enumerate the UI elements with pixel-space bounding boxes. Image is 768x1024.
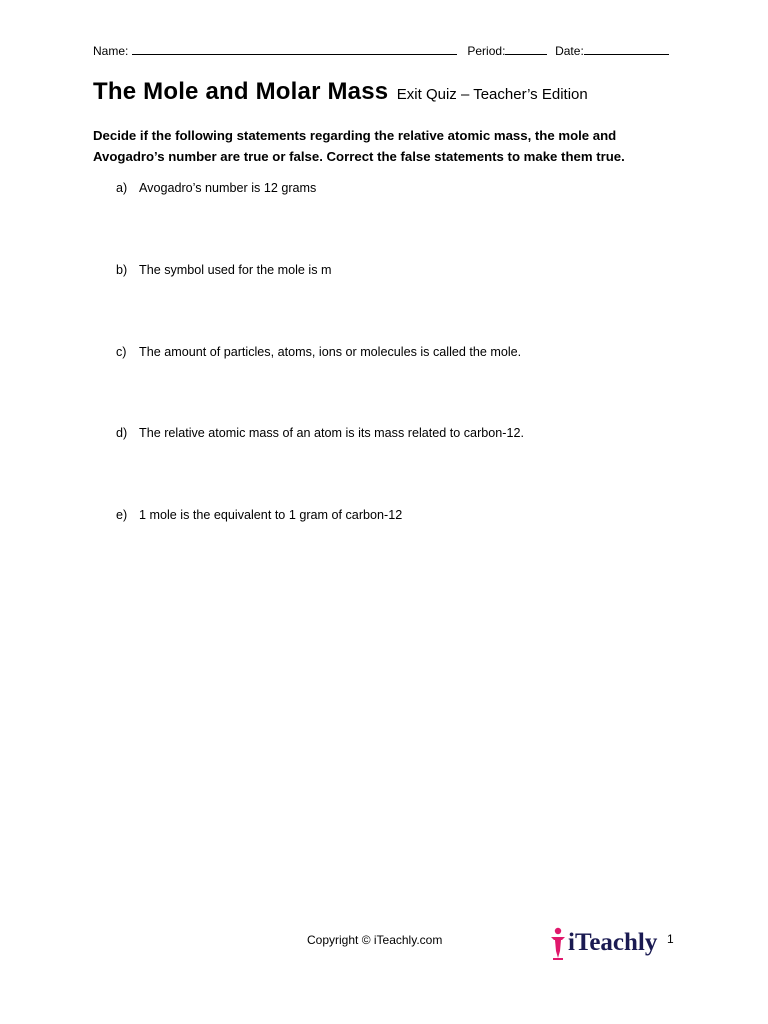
question-c — [116, 344, 676, 360]
page-subtitle: Exit Quiz – Teacher’s Edition — [396, 86, 588, 103]
question-d — [116, 425, 676, 441]
name-blank — [132, 43, 457, 55]
date-blank — [584, 43, 669, 55]
copyright-notice: Copyright © iTeachly.com — [307, 933, 443, 947]
instructions: Decide if the following statements regarding the relative atomic mass, the mole and Avogadro’s number are true or false. Correct the false statements to make them true. — [93, 128, 625, 164]
question-marker: d) — [116, 426, 128, 440]
question-text: 1 mole is the equivalent to 1 gram of carbon-12 — [139, 508, 403, 522]
question-text: The relative atomic mass of an atom is its mass related to carbon-12. — [139, 426, 524, 440]
question-text: Avogadro’s number is 12 grams — [139, 181, 317, 195]
title-row — [93, 78, 693, 106]
question-marker: c) — [116, 345, 127, 359]
pencil-figure-icon — [548, 927, 568, 963]
question-marker: b) — [116, 263, 128, 277]
iteachly-logo — [548, 925, 678, 965]
logo-text: iTeachly — [568, 929, 658, 956]
question-a — [116, 180, 676, 196]
name-label: Name: — [93, 44, 129, 58]
question-b — [116, 262, 676, 278]
question-marker: e) — [116, 508, 128, 522]
question-marker: a) — [116, 181, 128, 195]
question-text: The amount of particles, atoms, ions or molecules is called the mole. — [139, 345, 522, 359]
question-text: The symbol used for the mole is m — [139, 263, 332, 277]
page-title: The Mole and Molar Mass — [93, 78, 389, 105]
period-label: Period: — [467, 44, 506, 58]
period-blank — [505, 43, 547, 55]
student-info-line — [93, 43, 673, 59]
question-e — [116, 507, 676, 523]
date-label: Date: — [555, 44, 584, 58]
page-number: 1 — [667, 932, 674, 946]
